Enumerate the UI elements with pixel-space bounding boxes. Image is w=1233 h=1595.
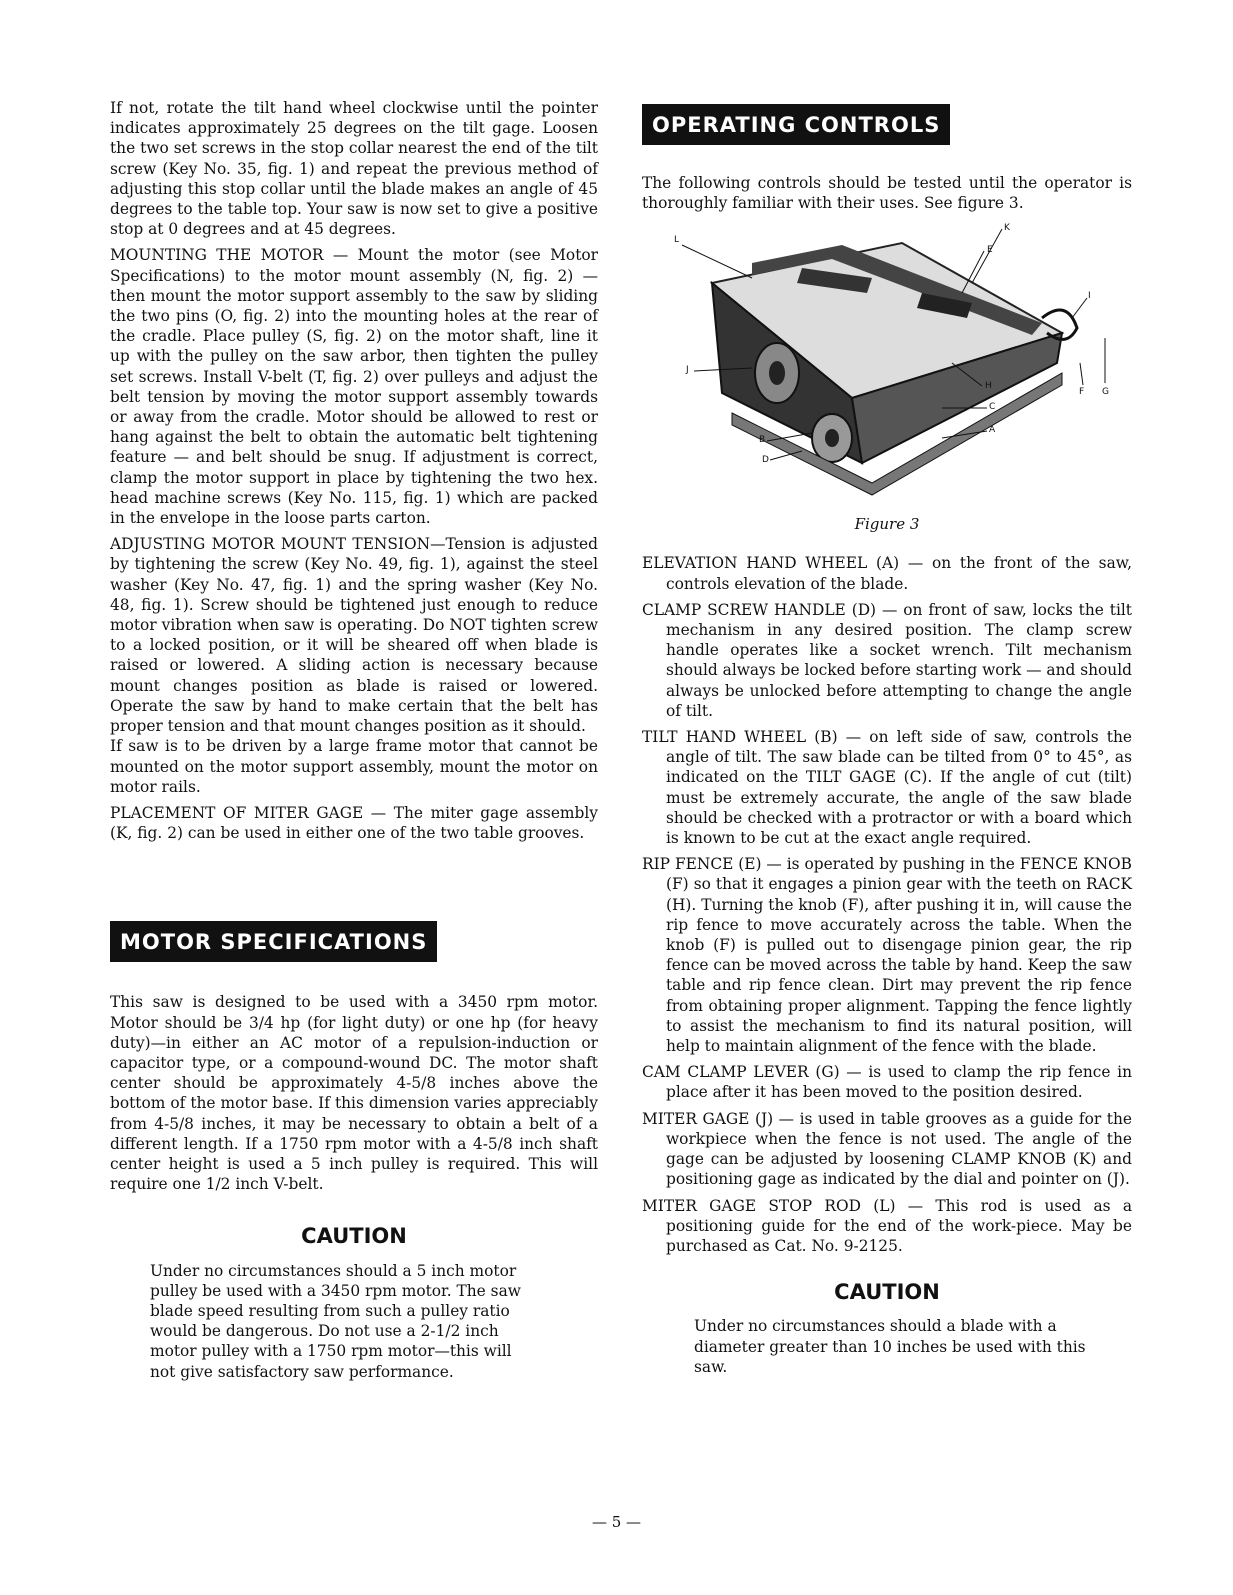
left-column <box>110 98 598 1382</box>
control-item-miter-gage: MITER GAGE (J) — is used in table grooves as a guide for the workpiece when the fence is not used. The angle of the gage can be adjusted by loosening CLAMP KNOB (K) and positioning gage as indicated by the dial and pointer on (J). <box>642 1109 1132 1189</box>
tilt-stop-paragraph: If not, rotate the tilt hand wheel clockwise until the pointer indicates approximately 25 degrees on the tilt gage. Loosen the two set screws in the stop collar nearest the end of the tilt screw (Key No. 35, fig. 1) and repeat the previous method of adjusting this stop collar until the blade makes an angle of 45 degrees to the table top. Your saw is now set to give a positive stop at 0 degrees and at 45 degrees. <box>110 99 598 239</box>
figure-label-h: H <box>985 381 992 392</box>
motor-mount-tension-paragraph: ADJUSTING MOTOR MOUNT TENSION—Tension is adjusted by tightening the screw (Key No. 49, fig. 1), against the steel washer (Key No. 47, fig. 1) and the spring washer (Key No. 48, fig. 1). Screw should be tightened just enough to reduce motor vibration when saw is operating. Do NOT tighten screw to a locked position, or it will be sheared off when blade is raised or lowered. A sliding action is necessary because mount changes position as blade is raised or lowered. Operate the saw by hand to make certain that the belt has proper tension and that mount changes position as it should. <box>110 535 598 736</box>
motor-specifications-paragraph: This saw is designed to be used with a 3450 rpm motor. Motor should be 3/4 hp (for light duty) or one hp (for heavy duty)—in either an AC motor of a repulsion-induction or capacitor type, or a compound-wound DC. The motor shaft center should be approximately 4-5/8 inches above the bottom of the motor base. If this dimension varies appreciably from 4-5/8 inches, it may be necessary to obtain a belt of a different length. If a 1750 rpm motor with a 4-5/8 inch shaft center height is used a 5 inch pulley is required. This will require one 1/2 inch V-belt. <box>110 993 598 1194</box>
large-motor-paragraph: If saw is to be driven by a large frame motor that cannot be mounted on the motor support assembly, mount the motor on motor rails. <box>110 737 598 796</box>
figure-label-a: A <box>989 425 996 436</box>
operating-controls-heading: OPERATING CONTROLS <box>642 104 950 145</box>
control-item-clamp-screw-handle: CLAMP SCREW HANDLE (D) — on front of saw, locks the tilt mechanism in any desired position. The clamp screw handle operates like a socket wrench. Tilt mechanism should always be locked before starting work — and should always be unlocked before attempting to change the angle of tilt. <box>642 600 1132 720</box>
figure-label-b: B <box>759 435 766 446</box>
figure-label-c: C <box>989 402 996 413</box>
right-column <box>642 98 1132 1377</box>
control-item-elevation-hand-wheel: ELEVATION HAND WHEEL (A) — on the front of the saw, controls elevation of the blade. <box>642 554 1132 593</box>
motor-specifications-heading-wrap <box>110 921 598 962</box>
mounting-motor-paragraph: MOUNTING THE MOTOR — Mount the motor (see Motor Specifications) to the motor mount assembly (N, fig. 2) — then mount the motor support assembly to the saw by sliding the two pins (O, fig. 2) into the mounting holes at the rear of the cradle. Place pulley (S, fig. 2) on the motor shaft, line it up with the pulley on the saw arbor, then tighten the pulley set screws. Install V-belt (T, fig. 2) over pulleys and adjust the belt tension by moving the motor support assembly towards or away from the cradle. Motor should be allowed to rest or hang against the belt to obtain the automatic belt tightening feature — and belt should be snug. If adjustment is correct, clamp the motor support in place by tightening the two hex. head machine screws (Key No. 115, fig. 1) which are packed in the envelope in the loose parts carton. <box>110 246 598 528</box>
right-caution-text: Under no circumstances should a blade with a diameter greater than 10 inches be used with this saw. <box>694 1317 1086 1376</box>
figure-label-l: L <box>674 235 680 246</box>
motor-specifications-heading: MOTOR SPECIFICATIONS <box>110 921 437 962</box>
control-item-cam-clamp-lever: CAM CLAMP LEVER (G) — is used to clamp the rip fence in place after it has been moved to the position desired. <box>642 1063 1132 1102</box>
figure-3-saw-illustration <box>642 223 1132 513</box>
control-item-tilt-hand-wheel: TILT HAND WHEEL (B) — on left side of saw, controls the angle of tilt. The saw blade can be tilted from 0° to 45°, as indicated on the TILT GAGE (C). If the angle of cut (tilt) must be extremely accurate, the angle of the saw blade should be checked with a protractor or with a board which is known to be cut at the exact angle required. <box>642 728 1132 848</box>
page-number: — 5 — <box>591 1513 642 1531</box>
figure-label-d: D <box>762 455 769 466</box>
figure-label-g: G <box>1102 387 1109 398</box>
left-caution-text: Under no circumstances should a 5 inch motor pulley be used with a 3450 rpm motor. The saw blade speed resulting from such a pulley ratio would be dangerous. Do not use a 2-1/2 inch motor pulley with a 1750 rpm motor—this will not give satisfactory saw performance. <box>150 1261 521 1381</box>
operating-controls-heading-wrap <box>642 104 1132 145</box>
figure-label-e: E <box>987 245 993 256</box>
control-item-rip-fence: RIP FENCE (E) — is operated by pushing in the FENCE KNOB (F) so that it engages a pinion gear with the teeth on RACK (H). Turning the knob (F), after pushing it in, will cause the rip fence to move accurately across the table. When the knob (F) is pulled out to disengage pinion gear, the rip fence can be moved across the table by hand. Keep the saw table and rip fence clean. Dirt may prevent the rip fence from obtaining proper alignment. Tapping the fence lightly to assist the mechanism to find its natural position, will help to maintain alignment of the fence with the blade. <box>642 855 1133 1056</box>
control-item-miter-gage-stop-rod: MITER GAGE STOP ROD (L) — This rod is used as a positioning guide for the end of the work-piece. May be purchased as Cat. No. 9-2125. <box>642 1196 1132 1255</box>
miter-gage-placement-paragraph: PLACEMENT OF MITER GAGE — The miter gage assembly (K, fig. 2) can be used in either one of the two table grooves. <box>110 803 598 843</box>
controls-list <box>642 553 1132 1256</box>
figure-label-i: I <box>1088 291 1091 302</box>
left-caution-title: CAUTION <box>301 1224 407 1249</box>
right-caution-title: CAUTION <box>834 1280 940 1305</box>
operating-controls-intro: The following controls should be tested until the operator is thoroughly familiar with their uses. See figure 3. <box>642 174 1132 213</box>
figure-3-caption: Figure 3 <box>854 515 920 534</box>
figure-label-j: J <box>686 365 689 376</box>
figure-label-k: K <box>1004 223 1010 234</box>
figure-label-f: F <box>1079 387 1085 398</box>
saw-drawing <box>642 223 1132 513</box>
